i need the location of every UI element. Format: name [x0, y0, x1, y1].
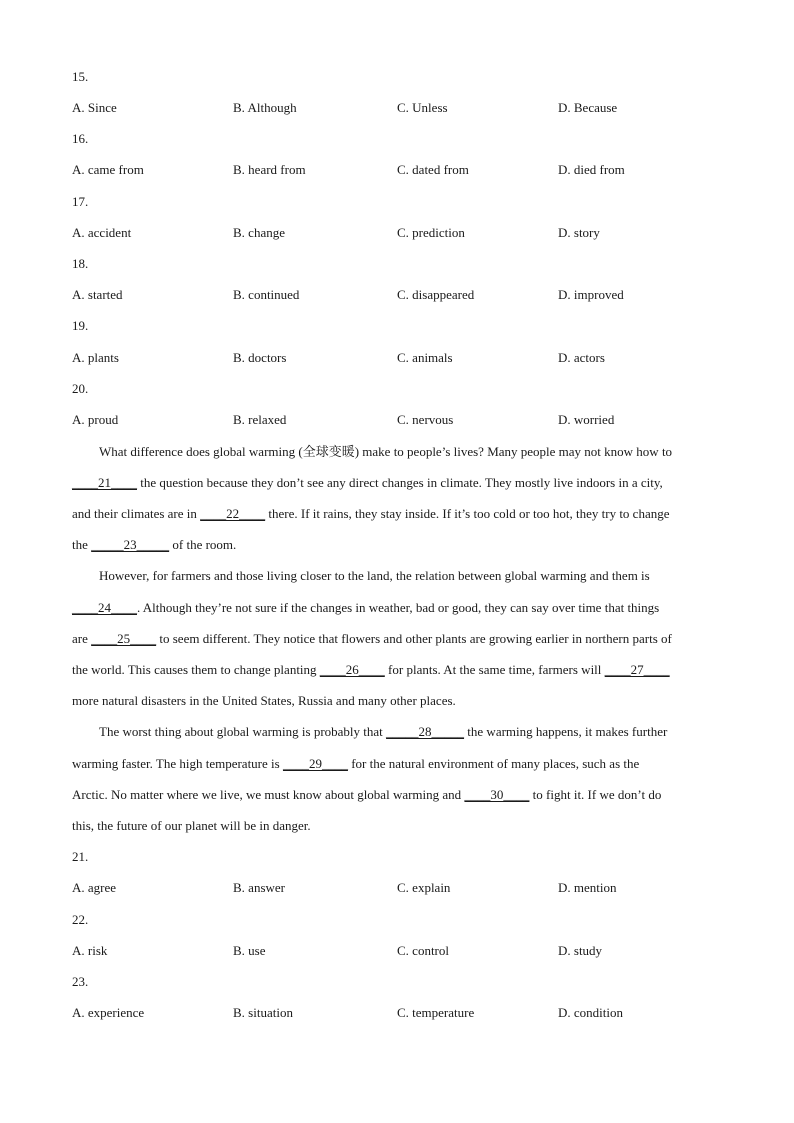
passage-text: the: [72, 537, 92, 552]
blank-21: ____21____: [72, 475, 137, 490]
passage-line: [72, 600, 722, 616]
passage-line: [72, 662, 722, 678]
passage-text: for the natural environment of many places, such as the: [347, 756, 640, 771]
question-number: 18.: [72, 256, 89, 271]
passage-text: are: [72, 631, 92, 646]
option-a: A. agree: [72, 880, 117, 895]
passage-line: [72, 506, 722, 522]
option-a: A. proud: [72, 412, 119, 427]
passage-line: [72, 787, 722, 803]
option-b: B. heard from: [233, 162, 306, 177]
passage-text: to seem different. They notice that flowers and other plants are growing earlier in northern parts of: [156, 631, 672, 646]
question-number: 15.: [72, 69, 89, 84]
option-d: D. study: [558, 943, 603, 958]
question-number: 16.: [72, 131, 89, 146]
passage-line: [72, 631, 722, 647]
option-d: D. Because: [558, 100, 618, 115]
question-number: 19.: [72, 318, 89, 333]
passage-text: . Although they’re not sure if the changes in weather, bad or good, they can say over time that things: [137, 600, 660, 615]
option-c: C. temperature: [397, 1005, 475, 1020]
question-number: 22.: [72, 912, 89, 927]
option-c: C. prediction: [397, 225, 465, 240]
blank-29: ____29____: [282, 756, 348, 771]
passage-text: there. If it rains, they stay inside. If it’s too cold or too hot, they try to change: [265, 506, 670, 521]
question-number: 21.: [72, 849, 89, 864]
option-d: D. improved: [558, 287, 624, 302]
option-a: A. plants: [72, 350, 119, 365]
passage-text: and their climates are in: [72, 506, 201, 521]
option-c: C. disappeared: [397, 287, 475, 302]
option-b: B. relaxed: [233, 412, 287, 427]
passage-text: of the room.: [169, 537, 237, 552]
passage-text: for plants. At the same time, farmers will: [384, 662, 605, 677]
option-a: A. risk: [72, 943, 108, 958]
option-c: C. control: [397, 943, 449, 958]
option-d: D. story: [558, 225, 600, 240]
option-c: C. dated from: [397, 162, 469, 177]
option-b: B. continued: [233, 287, 300, 302]
option-a: A. Since: [72, 100, 117, 115]
question-number: 17.: [72, 194, 89, 209]
passage-text: the world. This causes them to change planting: [72, 662, 320, 677]
option-d: D. worried: [558, 412, 615, 427]
option-c: C. animals: [397, 350, 453, 365]
blank-22: ____22____: [200, 506, 266, 521]
passage-line: this, the future of our planet will be in danger.: [72, 818, 311, 833]
blank-23: _____23_____: [91, 537, 170, 552]
option-c: C. nervous: [397, 412, 454, 427]
blank-25: ____25____: [91, 631, 157, 646]
question-number: 23.: [72, 974, 89, 989]
option-a: A. accident: [72, 225, 132, 240]
option-d: D. condition: [558, 1005, 623, 1020]
blank-30: ____30____: [464, 787, 530, 802]
passage-text: Arctic. No matter where we live, we must know about global warming and: [72, 787, 465, 802]
blank-24: ____24____: [72, 600, 137, 615]
blank-27: ____27____: [604, 662, 670, 677]
option-c: C. Unless: [397, 100, 448, 115]
question-number: 20.: [72, 381, 89, 396]
option-a: A. started: [72, 287, 123, 302]
passage-line: [72, 475, 722, 491]
passage-text: warming faster. The high temperature is: [72, 756, 283, 771]
passage-text: The worst thing about global warming is probably that: [99, 724, 387, 739]
passage-line: [99, 724, 749, 740]
passage-line: [72, 537, 722, 553]
option-a: A. came from: [72, 162, 144, 177]
passage-line: However, for farmers and those living closer to the land, the relation between global warming and them is: [99, 568, 650, 583]
option-d: D. mention: [558, 880, 617, 895]
option-c: C. explain: [397, 880, 451, 895]
option-a: A. experience: [72, 1005, 145, 1020]
option-b: B. Although: [233, 100, 297, 115]
passage-text: the question because they don’t see any direct changes in climate. They mostly live indoors in a city,: [137, 475, 663, 490]
passage-line: What difference does global warming (全球变暖) make to people’s lives? Many people may not know how to: [99, 444, 673, 459]
passage-text: the warming happens, it makes further: [464, 724, 668, 739]
option-b: B. use: [233, 943, 266, 958]
passage-line: more natural disasters in the United States, Russia and many other places.: [72, 693, 456, 708]
option-b: B. doctors: [233, 350, 287, 365]
option-d: D. died from: [558, 162, 625, 177]
option-b: B. change: [233, 225, 285, 240]
blank-28: _____28_____: [386, 724, 465, 739]
blank-26: ____26____: [319, 662, 385, 677]
option-b: B. situation: [233, 1005, 293, 1020]
option-b: B. answer: [233, 880, 285, 895]
option-d: D. actors: [558, 350, 605, 365]
passage-line: [72, 756, 722, 772]
passage-text: to fight it. If we don’t do: [529, 787, 662, 802]
